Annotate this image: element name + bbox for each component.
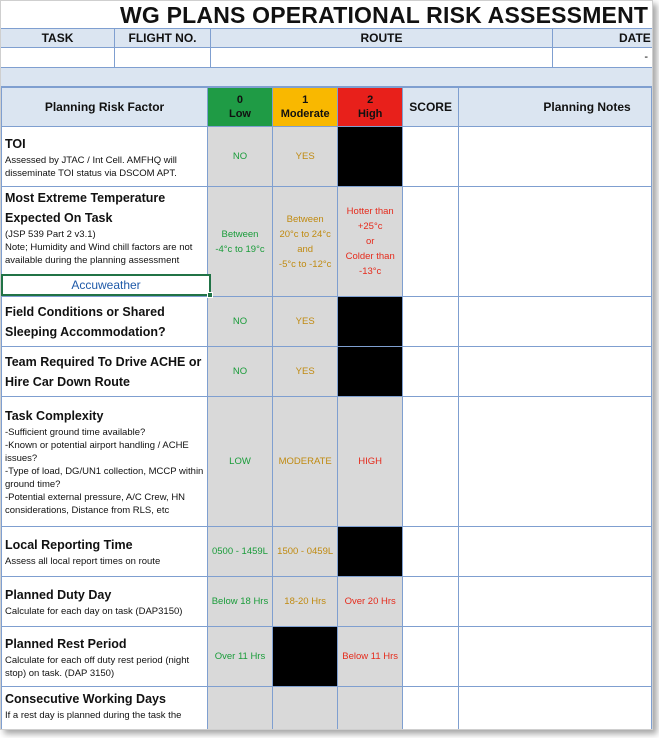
low-option-cell[interactable]: LOW <box>208 397 273 527</box>
separator-band <box>1 68 653 87</box>
factor-title: Planned Duty Day <box>5 588 112 602</box>
high-number: 2 <box>367 94 374 106</box>
notes-cell[interactable] <box>459 397 652 527</box>
notes-cell[interactable] <box>459 297 652 347</box>
route-value-cell[interactable] <box>211 48 553 67</box>
factor-cell[interactable] <box>2 627 208 687</box>
factor-cell[interactable] <box>2 577 208 627</box>
moderate-option-blocked <box>272 627 338 687</box>
risk-row-field-conditions <box>2 297 652 347</box>
risk-row-team-drive <box>2 347 652 397</box>
risk-row-consecutive-working-days <box>2 687 652 731</box>
route-header: ROUTE <box>211 29 553 47</box>
sheet-title: WG PLANS OPERATIONAL RISK ASSESSMENT <box>120 2 649 28</box>
score-cell[interactable] <box>402 577 458 627</box>
flight-no-header: FLIGHT NO. <box>115 29 211 47</box>
score-cell[interactable] <box>402 527 458 577</box>
factor-description: (JSP 539 Part 2 v3.1) Note; Humidity and Wind chill factors are not available during the planning assessment <box>5 229 193 266</box>
low-option-cell[interactable]: 0500 - 1459L <box>208 527 273 577</box>
factor-description: Assessed by JTAC / Int Cell. AMFHQ will disseminate TOI status via DSCOM APT. <box>5 154 177 179</box>
planning-notes-header: Planning Notes <box>459 88 652 127</box>
notes-cell[interactable] <box>459 187 652 297</box>
moderate-option-cell[interactable]: YES <box>272 297 338 347</box>
low-option-cell[interactable]: NO <box>208 297 273 347</box>
low-option-cell[interactable]: NO <box>208 347 273 397</box>
high-option-cell[interactable]: Hotter than +25°c or Colder than -13°c <box>338 187 403 297</box>
factor-cell[interactable] <box>2 127 208 187</box>
accuweather-link-cell[interactable] <box>1 274 211 296</box>
high-option-cell[interactable]: Over 20 Hrs <box>338 577 403 627</box>
score-cell[interactable] <box>402 187 458 297</box>
factor-cell[interactable] <box>2 397 208 527</box>
flight-no-value-cell[interactable] <box>115 48 211 67</box>
factor-description: Calculate for each day on task (DAP3150) <box>5 606 183 617</box>
moderate-option-cell[interactable]: 1500 - 0459L <box>272 527 338 577</box>
moderate-label: Moderate <box>280 108 330 120</box>
title-row <box>1 1 653 29</box>
high-label: High <box>357 108 383 120</box>
notes-cell[interactable] <box>459 687 652 731</box>
high-option-cell[interactable] <box>338 687 403 731</box>
score-cell[interactable] <box>402 397 458 527</box>
score-cell[interactable] <box>402 297 458 347</box>
notes-cell[interactable] <box>459 627 652 687</box>
low-option-cell[interactable]: Between -4°c to 19°c <box>208 187 273 297</box>
factor-title: Consecutive Working Days <box>5 692 166 706</box>
date-header: DATE <box>619 31 651 45</box>
factor-description: Assess all local report times on route <box>5 556 161 567</box>
moderate-option-cell[interactable]: 18-20 Hrs <box>272 577 338 627</box>
factor-title: Team Required To Drive ACHE or Hire Car Down Route <box>5 354 202 389</box>
moderate-option-cell[interactable]: MODERATE <box>272 397 338 527</box>
high-header <box>338 88 403 127</box>
moderate-option-cell[interactable]: YES <box>272 347 338 397</box>
high-option-cell[interactable]: HIGH <box>338 397 403 527</box>
task-header-row <box>1 29 653 48</box>
planning-risk-factor-header: Planning Risk Factor <box>2 88 208 127</box>
notes-cell[interactable] <box>459 527 652 577</box>
low-number: 0 <box>236 94 244 106</box>
factor-description: -Sufficient ground time available? -Known or potential airport handling / ACHE issues? -Type of load, DG/UN1 collection, MCCP within ground time? -Potential external pressure, A/C Crew, HN considerations, Distance from RLS, etc <box>5 427 204 516</box>
notes-cell[interactable] <box>459 347 652 397</box>
low-option-cell[interactable]: Over 11 Hrs <box>208 627 273 687</box>
accuweather-link[interactable]: Accuweather <box>71 278 141 292</box>
fill-handle[interactable] <box>207 292 213 298</box>
high-option-cell[interactable]: Below 11 Hrs <box>338 627 403 687</box>
factor-description: If a rest day is planned during the task the <box>5 710 182 721</box>
high-option-blocked <box>338 127 403 187</box>
column-header-row <box>2 88 652 127</box>
moderate-option-cell[interactable]: YES <box>272 127 338 187</box>
date-value-cell[interactable]: - <box>644 51 648 63</box>
risk-row-planned-duty-day <box>2 577 652 627</box>
score-cell[interactable] <box>402 347 458 397</box>
moderate-header <box>272 88 338 127</box>
high-option-blocked <box>338 347 403 397</box>
factor-title: Field Conditions or Shared Sleeping Accommodation? <box>5 304 166 339</box>
risk-row-planned-rest-period <box>2 627 652 687</box>
factor-cell[interactable] <box>2 687 208 731</box>
risk-table <box>1 87 652 730</box>
factor-cell[interactable] <box>2 297 208 347</box>
task-value-cell[interactable] <box>1 48 115 67</box>
factor-title: Task Complexity <box>5 409 104 423</box>
factor-cell[interactable] <box>2 347 208 397</box>
score-cell[interactable] <box>402 127 458 187</box>
low-option-cell[interactable]: Below 18 Hrs <box>208 577 273 627</box>
factor-title: Local Reporting Time <box>5 538 133 552</box>
risk-row-local-reporting-time <box>2 527 652 577</box>
factor-description: Calculate for each off duty rest period (night stop) on task. (DAP 3150) <box>5 654 190 679</box>
moderate-option-cell[interactable] <box>272 687 338 731</box>
low-header <box>208 88 273 127</box>
moderate-option-cell[interactable]: Between 20°c to 24°c and -5°c to -12°c <box>272 187 338 297</box>
factor-title: TOI <box>5 136 26 151</box>
score-header: SCORE <box>402 88 458 127</box>
notes-cell[interactable] <box>459 577 652 627</box>
risk-row-task-complexity <box>2 397 652 527</box>
factor-title: Most Extreme Temperature Expected On Task <box>5 191 166 225</box>
high-option-blocked <box>338 527 403 577</box>
task-value-row <box>1 48 653 68</box>
score-cell[interactable] <box>402 627 458 687</box>
high-option-blocked <box>338 297 403 347</box>
low-option-cell[interactable] <box>208 687 273 731</box>
task-header: TASK <box>1 29 115 47</box>
moderate-number: 1 <box>302 94 309 106</box>
low-label: Low <box>228 108 251 120</box>
factor-cell[interactable] <box>2 527 208 577</box>
score-cell[interactable] <box>402 687 458 731</box>
notes-cell[interactable] <box>459 127 652 187</box>
risk-row-toi <box>2 127 652 187</box>
low-option-cell[interactable]: NO <box>208 127 273 187</box>
factor-title: Planned Rest Period <box>5 636 127 651</box>
